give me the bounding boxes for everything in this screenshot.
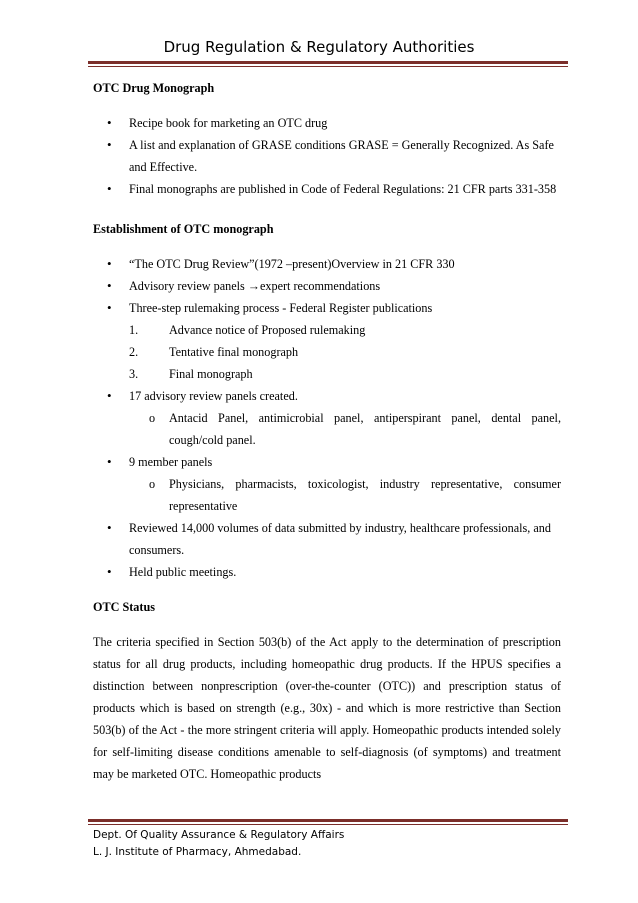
rulemaking-steps-list: [93, 319, 561, 385]
page-footer: [93, 827, 553, 861]
list-item: • Advisory review panels →expert recommendations: [93, 275, 561, 297]
members-bullet-list: [93, 451, 561, 473]
section-heading-monograph: OTC Drug Monograph: [93, 81, 215, 95]
review-bullet-list: [93, 517, 561, 583]
list-item: • A list and explanation of GRASE conditions GRASE = Generally Recognized. As Safe and Effective.: [93, 134, 561, 178]
page-header-title: Drug Regulation & Regulatory Authorities: [163, 38, 475, 56]
header-rule-thick: [88, 61, 568, 64]
sub-list-item: o Antacid Panel, antimicrobial panel, antiperspirant panel, dental panel, cough/cold panel.: [93, 407, 561, 451]
list-item: • Recipe book for marketing an OTC drug: [93, 112, 561, 134]
section-heading-establishment: Establishment of OTC monograph: [93, 222, 274, 236]
list-item: • Reviewed 14,000 volumes of data submitted by industry, healthcare professionals, and consumers.: [93, 517, 561, 561]
header-rule-thin: [88, 66, 568, 67]
list-item: • Held public meetings.: [93, 561, 561, 583]
page-content: [93, 77, 561, 785]
step-item: 1. Advance notice of Proposed rulemaking: [129, 323, 366, 337]
list-item: • Three-step rulemaking process - Federal Register publications: [93, 297, 561, 319]
status-paragraph: The criteria specified in Section 503(b) of the Act apply to the determination of prescription status for all drug products, including homeopathic drug products. If the HPUS specifies a distinction between nonprescription (over-the-counter (OTC)) and prescription status of products which is based on strength (e.g., 30x) - and which is more restrictive than Section 503(b) of the Act - the more stringent criteria will apply. Homeopathic products intended solely for self-limiting disease conditions amenable to self-diagnosis (of symptoms) and treatment may be marketed OTC. Homeopathic products: [93, 635, 561, 781]
list-item: • 9 member panels: [93, 451, 561, 473]
sub-list-item: o Physicians, pharmacists, toxicologist, industry representative, consumer representative: [93, 473, 561, 517]
footer-department: Dept. Of Quality Assurance & Regulatory Affairs: [93, 829, 345, 841]
establishment-bullet-list: [93, 253, 561, 319]
list-item: • “The OTC Drug Review”(1972 –present)Overview in 21 CFR 330: [93, 253, 561, 275]
monograph-bullet-list: [93, 112, 561, 200]
panels-bullet-list: [93, 385, 561, 407]
step-item: 3. Final monograph: [129, 367, 253, 381]
members-sub-list: [93, 473, 561, 517]
footer-rule-thin: [88, 824, 568, 825]
section-heading-status: OTC Status: [93, 600, 155, 614]
step-item: 2. Tentative final monograph: [129, 345, 299, 359]
footer-rule-thick: [88, 819, 568, 822]
footer-institute: L. J. Institute of Pharmacy, Ahmedabad.: [93, 846, 302, 858]
list-item: • Final monographs are published in Code of Federal Regulations: 21 CFR parts 331-358: [93, 178, 561, 200]
list-item: • 17 advisory review panels created.: [93, 385, 561, 407]
panels-sub-list: [93, 407, 561, 451]
